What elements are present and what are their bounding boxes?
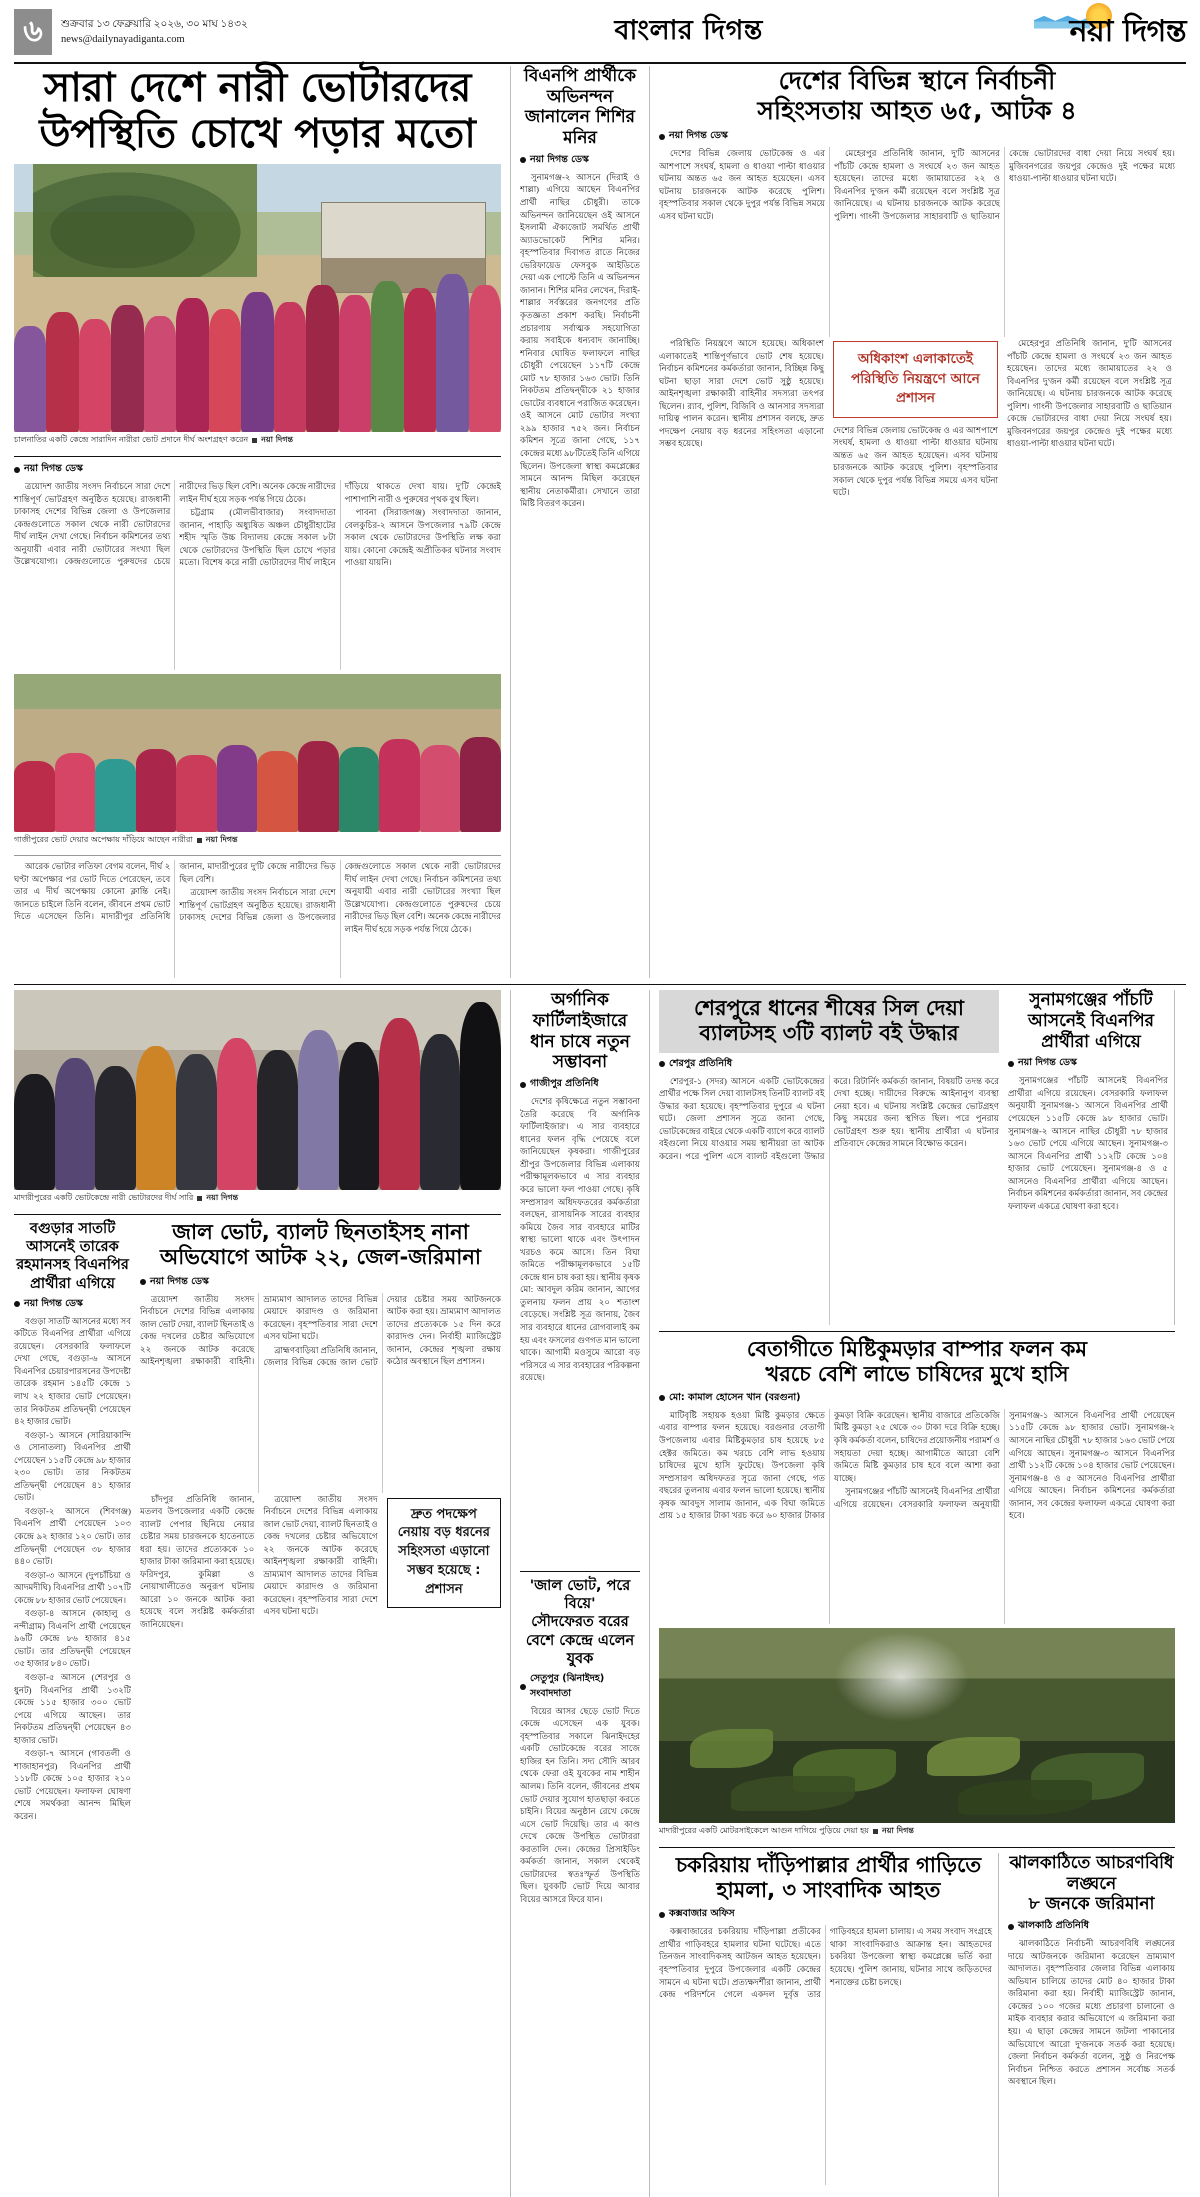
- jhalakathi-text: ঝালকাঠিতে নির্বাচনী আচরণবিধি লঙ্ঘনের দায়ে আটজনকে জরিমানা করেছেন ভ্রাম্যমাণ আদালত। বৃহস্পতিবার জেলার বিভিন্ন এলাকায় অভিযান চালিয়ে তাদের মোট ৪০ হাজার টাকা জরিমানা করা হয়। নির্বাহী ম্যাজিস্ট্রেট জানান, কেন্দ্রের ১০০ গজের মধ্যে প্রচারণা চালানো ও মাইক ব্যবহার করার অভিযোগে এ জরিমানা করা হয়। এ ছাড়া কেন্দ্রের সামনে জটলা পাকানোর অভিযোগে আরো দু'জনকে সতর্ক করা হয়েছে। জেলা নির্বাচন কর্মকর্তা বলেন, সুষ্ঠু ও নিরপেক্ষ নির্বাচন নিশ্চিত করতে প্রশাসন সর্বোচ্চ সতর্ক অবস্থানে ছিল।: [1008, 1938, 1175, 2087]
- bogura-headline: বগুড়ার সাতটি আসনেই তারেক রহমানসহ বিএনপির প্রার্থীরা এগিয়ে: [16, 1221, 129, 1292]
- organic-byline: [520, 1077, 640, 1092]
- masthead-left: [14, 9, 248, 55]
- pumpkin-byline-text: মো: কামাল হোসেন খান (বরগুনা): [669, 1391, 801, 1403]
- pumpkin-text: মাটিবৃষ্টি সহায়ক হওয়া মিষ্টি কুমড়ার ক্ষেতে এবার বাম্পার ফলন হয়েছে। বরগুনার বেতাগী উপজেলায় এবার মিষ্টিকুমড়ার চাষ হয়েছে ৮৫ হেক্টর জমিতে। কম খরচে বেশি লাভ হওয়ায় চাষিদের মুখে হাসি ফুটেছে। উপজেলা কৃষি সম্প্রসারণ অধিদফতর সূত্রে জানা গেছে, গত বছরের তুলনায় এবার ফলন ভালো হয়েছে। স্থানীয় কৃষক আবদুস সালাম জানান, এক বিঘা জমিতে প্রায় ১৫ হাজার টাকা খরচ করে ৬০ হাজার টাকার কুমড়া বিক্রি করেছেন। স্থানীয় বাজারে প্রতিকেজি মিষ্টি কুমড়া ২৫ থেকে ৩০ টাকা দরে বিক্রি হচ্ছে। কৃষি কর্মকর্তা বলেন, চাষিদের প্রয়োজনীয় পরামর্শ ও সহায়তা দেয়া হচ্ছে। আগামীতে আরো বেশি জমিতে মিষ্টি কুমড়ার চাষ হবে বলে আশা করা যাচ্ছে।: [659, 1409, 1000, 1521]
- madaripur-caption-credit: নয়া দিগন্ত: [206, 1193, 239, 1203]
- bogura-result-0: বগুড়া-১ আসনে (সারিয়াকান্দি ও সোনাতলা) বিএনপির প্রার্থী পেয়েছেন ১১৫টি কেন্দ্রে ৯৮ হাজার ২৩০ ভোট। তার নিকটতম প্রতিদ্বন্দ্বী পেয়েছেন ৪১ হাজার ভোট।: [14, 1429, 131, 1503]
- fakevote-quote-col: [387, 1493, 501, 1632]
- sherpur-body: [659, 1075, 999, 1325]
- bnp-byline-text: নয়া দিগন্ত ডেস্ক: [530, 153, 589, 165]
- bogura-byline: [14, 1297, 131, 1312]
- violence-byline: [659, 129, 1175, 144]
- jhalakathi-story: [1008, 1853, 1175, 2197]
- jhalakathi-headline-line1: ঝালকাঠিতে আচরণবিধি লঙ্ঘনে: [1009, 1852, 1174, 1894]
- brand-logo[interactable]: [1070, 7, 1186, 58]
- violence-headline-line1: দেশের বিভিন্ন স্থানে নির্বাচনী: [778, 66, 1056, 95]
- bullet-icon: [14, 467, 20, 473]
- fakevote-para-3: ত্রয়োদশ জাতীয় সংসদ নির্বাচনে দেশের বিভিন্ন এলাকায় জাল ভোট দেয়া, ব্যালট ছিনতাই ও কেন্দ্র দখলের চেষ্টার অভিযোগে ২২ জনকে আটক করেছে আইনশৃঙ্খলা রক্ষাকারী বাহিনী। ভ্রাম্যমাণ আদালত তাদের বিভিন্ন মেয়াদে কারাদণ্ড ও জরিমানা করেছেন। বৃহস্পতিবার সারা দেশে এসব ঘটনা ঘটে।: [263, 1493, 378, 1617]
- sunamganj-text: সুনামগঞ্জের পাঁচটি আসনেই বিএনপির প্রার্থীরা এগিয়ে রয়েছেন। বেসরকারি ফলাফল অনুযায়ী সুনামগঞ্জ-১ আসনে বিএনপির প্রার্থী পেয়েছেন ১১৫টি কেন্দ্রে ৯৮ হাজার ভোট। সুনামগঞ্জ-২ আসনে নাছির চৌধুরী ৭৮ হাজার ১৬৩ ভোট পেয়ে এগিয়ে আছেন। সুনামগঞ্জ-৩ আসনে বিএনপির প্রার্থী ১১২টি কেন্দ্রে ১০৪ হাজার ভোট পেয়েছেন। সুনামগঞ্জ-৪ ও ৫ আসনেও বিএনপির প্রার্থীরা এগিয়ে আছেন। নির্বাচন কমিশনের কর্মকর্তারা জানান, সব কেন্দ্রের ফলাফল একত্রে ঘোষণা করা হবে।: [1008, 1075, 1168, 1211]
- groom-byline-text: সেতুপুর (ঝিনাইদহ) সংবাদদাতা: [530, 1672, 605, 1699]
- fakevote-pullquote: দ্রুত পদক্ষেপ নেয়ায় বড় ধরনের সহিংসতা এড়ানো সম্ভব হয়েছে : প্রশাসন: [387, 1498, 501, 1608]
- bogura-result-1: বগুড়া-২ আসনে (শিবগঞ্জ) বিএনপি প্রার্থী পেয়েছেন ১০৩ কেন্দ্রে ৯২ হাজার ১২০ ভোট। তার প্রতিদ্বন্দ্বী পেয়েছেন ৩৮ হাজার ৪৪০ ভোট।: [14, 1505, 131, 1567]
- fakevote-headline-line2: অভিযোগে আটক ২২, জেল-জরিমানা: [160, 1245, 481, 1270]
- bottom-right-row: [659, 1853, 1175, 2197]
- brand-text: নয়া দিগন্ত: [1069, 13, 1186, 49]
- organic-headline: অর্গানিক ফার্টিলাইজারে ধান চাষে নতুন সম্ভাবনা: [530, 990, 630, 1073]
- lead-byline-text: নয়া দিগন্ত ডেস্ক: [24, 463, 83, 475]
- groom-headline-line1: 'জাল ভোট, পরে বিয়ে': [529, 1578, 631, 1613]
- pumpkin-body: [659, 1409, 1175, 1624]
- fakevote-para-2: চাঁদপুর প্রতিনিধি জানান, মতলব উপজেলার একটি কেন্দ্রে ব্যালট পেপার ছিনিয়ে নেয়ার চেষ্টার সময় চারজনকে হাতেনাতে ধরা হয়। তাদের প্রত্যেককে ১০ হাজার টাকা জরিমানা করা হয়েছে। ফরিদপুর, কুমিল্লা ও নোয়াখালীতেও অনুরূপ ঘটনায় আরো ১০ জনকে আটক করা হয়েছে বলে সংশ্লিষ্ট কর্মকর্তারা জানিয়েছেন।: [140, 1493, 255, 1630]
- masthead-rule: [14, 62, 1186, 64]
- bullet-icon: [659, 1912, 665, 1918]
- chakaria-text: কক্সবাজারের চকরিয়ায় দাঁড়িপাল্লা প্রতীকের প্রার্থীর গাড়িবহরে হামলার ঘটনা ঘটেছে। এতে তিনজন সাংবাদিকসহ আটজন আহত হয়েছেন। বৃহস্পতিবার দুপুরে উপজেলার একটি কেন্দ্রের সামনে এ ঘটনা ঘটে। প্রত্যক্ষদর্শীরা জানান, প্রার্থী কেন্দ্র পরিদর্শনে গেলে একদল দুর্বৃত্ত তার গাড়িবহরে হামলা চালায়। এ সময় সংবাদ সংগ্রহে থাকা সাংবাদিকরাও আক্রান্ত হন। আহতদের চকরিয়া উপজেলা স্বাস্থ্য কমপ্লেক্সে ভর্তি করা হয়েছে। পুলিশ জানায়, ঘটনার সাথে জড়িতদের শনাক্তের চেষ্টা চলছে।: [659, 1926, 992, 2000]
- violence-para-2: পরিস্থিতি নিয়ন্ত্রণে আসে হয়েছে। অধিকাংশ এলাকাতেই শান্তিপূর্ণভাবে ভোট শেষ হয়েছে। নির্বাচন কমিশনের কর্মকর্তারা জানান, বিচ্ছিন্ন কিছু ঘটনা ছাড়া সারা দেশে ভোট সুষ্ঠু হয়েছে। আইনশৃঙ্খলা রক্ষাকারী বাহিনীর সদস্যরা তৎপর ছিলেন। র‍্যাব, পুলিশ, বিজিবি ও আনসার সদস্যরা দায়িত্ব পালন করেন। স্থানীয় প্রশাসন বলছে, দ্রুত পদক্ষেপ নেয়ায় বড় ধরনের সহিংসতা এড়ানো সম্ভব হয়েছে।: [659, 338, 824, 449]
- bullet-icon: [140, 1279, 146, 1285]
- lead-para-3: আরেক ভোটার লতিফা বেগম বলেন, দীর্ঘ ২ ঘণ্টা অপেক্ষার পর ভোট দিতে পেরেছেন, তবে তার এ দীর্ঘ অপেক্ষায় কোনো ক্লান্তি নেই। জানতে চাইলে তিনি বলেন, জীবনে প্রথম ভোট দিতে এসেছেন তিনি। মাদারীপুর প্রতিনিধি জানান, মাদারীপুরের দু'টি কেন্দ্রে নারীদের ভিড় ছিল বেশি।: [14, 861, 336, 922]
- lead-para-1: চট্টগ্রাম (মৌলভীবাজার) সংবাদদাতা জানান, পাহাড়ি অধ্যুষিত অঞ্চল চৌধুরীহাটের শহীদ স্মৃতি উচ্চ বিদ্যালয় কেন্দ্রে সকাল ৮টা থেকে ভোটারদের উপস্থিতি ছিল চোখে পড়ার মতো। বিশেষ করে নারী ভোটারদের দীর্ঘ লাইনে দাঁড়িয়ে থাকতে দেখা যায়। দু'টি কেন্দ্রেই পাশাপাশি নারী ও পুরুষের পৃথক বুথ ছিল।: [179, 481, 501, 568]
- credit-square-icon: [873, 1829, 878, 1834]
- fakevote-headline-line1: জাল ভোট, ব্যালট ছিনতাইসহ নানা: [172, 1220, 469, 1245]
- pumpkin-byline: [659, 1391, 1175, 1406]
- sherpur-byline: [659, 1057, 999, 1072]
- bullet-icon: [520, 157, 526, 163]
- bogura-result-2: বগুড়া-৩ আসনে (দুপচাঁচিয়া ও আদমদীঘি) বিএনপির প্রার্থী ১০৭টি কেন্দ্রে ৮৮ হাজার ভোট পেয়েছেন।: [14, 1569, 131, 1605]
- madaripur-photo-caption: [14, 1190, 501, 1208]
- masthead-dateline: [61, 17, 248, 47]
- lead-caption-text: চালনাতির একটি কেন্দ্রে সারাদিন নারীরা ভোট প্রদানে দীর্ঘ অংশগ্রহণ করেন: [14, 435, 249, 445]
- organic-body: [520, 1095, 640, 1565]
- mid-middle: [520, 990, 650, 2197]
- organic-text: দেশের কৃষিক্ষেত্রে নতুন সম্ভাবনা তৈরি করেছে 'বি অর্গানিক ফার্টিলাইজার'। এ সার ব্যবহারে ধানের ফলন বৃদ্ধি পেয়েছে বলে জানিয়েছেন কৃষকরা। গাজীপুরের শ্রীপুর উপজেলার বিভিন্ন এলাকায় পরীক্ষামূলকভাবে এ সার ব্যবহার করে ভালো ফল পাওয়া গেছে। কৃষি সম্প্রসারণ অধিদফতরের কর্মকর্তারা বলছেন, রাসায়নিক সারের ব্যবহার কমিয়ে জৈব সার ব্যবহারে মাটির স্বাস্থ্য ভালো থাকে এবং উৎপাদন খরচও কমে আসে। তিন বিঘা জমিতে পরীক্ষামূলকভাবে ১৫টি কেন্দ্রে ধান চাষ করা হয়। স্থানীয় কৃষক মো: আবদুল করিম জানান, আগের তুলনায় ফলন প্রায় ২০ শতাংশ বেড়েছে। সংশ্লিষ্ট সূত্র জানায়, জৈব সার ব্যবহারে ধানের রোগবালাই কম হয় এবং ফসলের গুণগত মান ভালো থাকে। আগামী মওসুমে আরো বড় পরিসরে এ সার ব্যবহারের পরিকল্পনা রয়েছে।: [520, 1096, 640, 1383]
- sherpur-byline-text: শেরপুর প্রতিনিধি: [669, 1057, 733, 1069]
- section-title: বাংলার দিগন্ত: [614, 14, 763, 46]
- violence-story: [659, 66, 1175, 978]
- sunamganj-body: [1008, 1074, 1174, 1324]
- fakevote-byline-text: নয়া দিগন্ত ডেস্ক: [150, 1275, 209, 1287]
- sherpur-headline-box: [659, 990, 999, 1052]
- jhalakathi-byline-text: ঝালকাঠি প্রতিনিধি: [1018, 1920, 1089, 1932]
- bnp-body: [520, 171, 640, 601]
- bullet-icon: [1008, 1061, 1014, 1067]
- groom-body: [520, 1705, 640, 2035]
- bullet-icon: [520, 1684, 526, 1690]
- email-text[interactable]: news@dailynayadiganta.com: [61, 34, 185, 45]
- field-photo: [659, 1628, 1175, 1823]
- page-number-badge: ৬: [14, 9, 52, 55]
- credit-square-icon: [252, 438, 257, 443]
- pumpkin-headline-line2: খরচে বেশি লাভে চাষিদের মুখে হাসি: [765, 1361, 1069, 1386]
- sherpur-text: শেরপুর-১ (সদর) আসনে একটি ভোটকেন্দ্রের প্রার্থীর পক্ষে সিল দেয়া ব্যালটসহ তিনটি ব্যালট বই উদ্ধার করা হয়েছে। বৃহস্পতিবার দুপুরে এ ঘটনা ঘটে। জেলা প্রশাসন সূত্রে জানা গেছে, ভোটকেন্দ্রের বাইরে থেকে একটি ব্যাগে করে ব্যালট বইগুলো নিয়ে যাওয়ার সময় স্থানীয়রা তা আটক করেন। পরে পুলিশ এসে ব্যালট বইগুলো উদ্ধার করে। রিটার্নিং কর্মকর্তা জানান, বিষয়টি তদন্ত করে দেখা হচ্ছে। দায়ীদের বিরুদ্ধে আইনানুগ ব্যবস্থা নেয়া হবে। এ ঘটনায় সংশ্লিষ্ট কেন্দ্রের ভোটগ্রহণ কিছু সময়ের জন্য স্থগিত ছিল। পরে পুনরায় ভোটগ্রহণ শুরু হয়। স্থানীয় প্রার্থীরা এ ঘটনার প্রতিবাদে কেন্দ্রের সামনে বিক্ষোভ করেন।: [659, 1075, 999, 1161]
- fakevote-col-b: [263, 1493, 377, 1632]
- fakevote-byline: [140, 1275, 501, 1290]
- bnp-headline: বিএনপি প্রার্থীকে অভিনন্দন জানালেন শিশির মনির: [524, 66, 636, 149]
- sunamganj-byline: [1008, 1056, 1174, 1071]
- bullet-icon: [659, 1061, 665, 1067]
- sherpur-headline: শেরপুরে ধানের শীষের সিল দেয়া ব্যালটসহ ৩টি ব্যালট বই উদ্ধার: [694, 996, 964, 1046]
- groom-byline: [520, 1672, 640, 1702]
- jhalakathi-headline-line2: ৮ জনকে জরিমানা: [1028, 1894, 1155, 1915]
- lead-photo-caption: [14, 432, 501, 450]
- chakaria-headline-line1: চকরিয়ায় দাঁড়িপাল্লার প্রার্থীর গাড়িতে: [675, 1852, 982, 1877]
- bullet-icon: [659, 134, 665, 140]
- lead-para-4: ত্রয়োদশ জাতীয় সংসদ নির্বাচনে সারা দেশে শান্তিপূর্ণ ভোটগ্রহণ অনুষ্ঠিত হয়েছে। রাজধানী ঢাকাসহ দেশের বিভিন্ন জেলা ও উপজেলার কেন্দ্রগুলোতে সকাল থেকে নারী ভোটারদের দীর্ঘ লাইন দেখা গেছে। নির্বাচন কমিশনের তথ্য অনুযায়ী এবার নারী ভোটারের সংখ্যা ছিল উল্লেখযোগ্য। কেন্দ্রগুলোতে পুরুষদের চেয়ে নারীদের ভিড় ছিল বেশি। অনেক কেন্দ্রে নারীদের লাইন দীর্ঘ হয়ে সড়ক পর্যন্ত গিয়ে ঠেকে।: [179, 861, 501, 934]
- bogura-result-4: বগুড়া-৫ আসনে (শেরপুর ও ধুনট) বিএনপির প্রার্থী ১৩২টি কেন্দ্রে ১১৫ হাজার ৩০০ ভোট পেয়ে এগিয়ে আছেন। তার নিকটতম প্রতিদ্বন্দ্বী পেয়েছেন ৪৩ হাজার ভোট।: [14, 1672, 131, 1745]
- madaripur-caption-text: মাদারীপুরের একটি ভোটকেন্দ্রে নারী ভোটারদের দীর্ঘ সারি: [14, 1193, 194, 1203]
- fakevote-body: [140, 1293, 501, 1493]
- violence-lower: [659, 337, 1175, 499]
- bullet-icon: [14, 1301, 20, 1307]
- bnp-story: [520, 66, 650, 978]
- bullet-icon: [520, 1082, 526, 1088]
- bogura-result-3: বগুড়া-৪ আসনে (কাহালু ও নন্দীগ্রাম) বিএনপি প্রার্থী পেয়েছেন ৯৬টি কেন্দ্রে ৮৬ হাজার ৪১৫ ভোট। তার প্রতিদ্বন্দ্বী পেয়েছেন ৩৫ হাজার ৮৪০ ভোট।: [14, 1608, 131, 1669]
- fakevote-lower: [140, 1493, 501, 1632]
- lead-byline: [14, 462, 501, 477]
- bogura-result-5: বগুড়া-৭ আসনে (গাবতলী ও শাজাহানপুর) বিএনপির প্রার্থী ১১৮টি কেন্দ্রে ১০৫ হাজার ২১০ ভোট পেয়েছেন। ফলাফল ঘোষণা শেষে সমর্থকরা আনন্দ মিছিল করেন।: [14, 1748, 131, 1822]
- top-band: [14, 66, 1186, 978]
- mid-left: [14, 990, 511, 2197]
- fakevote-story: [140, 1220, 501, 1823]
- field-caption-text: মাদারীপুরের একটি মোটরসাইকেলে আগুন দাগিয়ে পুড়িয়ে দেয়া হয়: [659, 1825, 870, 1835]
- middle-band: [14, 990, 1186, 2197]
- sunamganj-byline-text: নয়া দিগন্ত ডেস্ক: [1018, 1057, 1077, 1069]
- queue-caption-text: গাজীপুরের ভোট দেয়ার অপেক্ষায় দাঁড়িয়ে আছেন নারীরা: [14, 835, 193, 845]
- credit-square-icon: [197, 838, 202, 843]
- masthead: [14, 0, 1186, 62]
- lead-para-0: ত্রয়োদশ জাতীয় সংসদ নির্বাচনে সারা দেশে শান্তিপূর্ণ ভোটগ্রহণ অনুষ্ঠিত হয়েছে। রাজধানী ঢাকাসহ দেশের বিভিন্ন জেলা ও উপজেলার কেন্দ্রগুলোতে সকাল থেকে নারী ভোটারদের দীর্ঘ লাইন দেখা গেছে। নির্বাচন কমিশনের তথ্য অনুযায়ী এবার নারী ভোটারের সংখ্যা ছিল উল্লেখযোগ্য। কেন্দ্রগুলোতে পুরুষদের চেয়ে নারীদের ভিড় ছিল বেশি। অনেক কেন্দ্রে নারীদের লাইন দীর্ঘ হয়ে সড়ক পর্যন্ত গিয়ে ঠেকে।: [14, 481, 336, 567]
- lead-caption-credit: নয়া দিগন্ত: [261, 435, 293, 445]
- chakaria-byline: [659, 1907, 998, 1922]
- madaripur-photo: [14, 990, 501, 1190]
- violence-pullquote: অধিকাংশ এলাকাতেই পরিস্থিতি নিয়ন্ত্রণে আনে প্রশাসন: [833, 341, 998, 418]
- jhalakathi-body: [1008, 1937, 1175, 2197]
- sunamganj-headline: সুনামগঞ্জের পাঁচটি আসনেই বিএনপির প্রার্থীরা এগিয়ে: [1028, 990, 1154, 1052]
- bogura-intro: বগুড়া সাতটি আসনের মধ্যে সব কটিতে বিএনপির প্রার্থীরা এগিয়ে রয়েছেন। বেসরকারি ফলাফলে দেখা গেছে, বগুড়া-৬ আসনে বিএনপির চেয়ারপারসনের উপদেষ্টা তারেক রহমান ১৪৫টি কেন্দ্রে ১ লাখ ২২ হাজার ভোট পেয়েছেন। তার নিকটতম প্রতিদ্বন্দ্বী পেয়েছেন ৪২ হাজার ভোট।: [14, 1315, 131, 1427]
- groom-text: বিয়ের আসর ছেড়ে ভোট দিতে কেন্দ্রে এসেছেন এক যুবক। বৃহস্পতিবার সকালে ঝিনাইদহের একটি ভোটকেন্দ্রে বরের সাজে হাজির হন তিনি। সদ্য সৌদি আরব থেকে ফেরা ওই যুবকের নাম শাহীন আলম। তিনি বলেন, জীবনের প্রথম ভোট দেয়ার সুযোগ হাতছাড়া করতে চাইনি। বিয়ের অনুষ্ঠান রেখে কেন্দ্রে এসে ভোট দিয়েছি। তার এ কাণ্ড দেখে কেন্দ্রে উপস্থিত ভোটাররা করতালি দেন। কেন্দ্রের প্রিসাইডিং কর্মকর্তা জানান, সকাল থেকেই ভোটারদের স্বতঃস্ফূর্ত উপস্থিতি ছিল। যুবকটি ভোট দিয়ে আবার বিয়ের আসরে ফিরে যান।: [520, 1705, 640, 1904]
- sunamganj-story: [1008, 990, 1175, 1324]
- pumpkin-headline-line1: বেতাগীতে মিষ্টিকুমড়ার বাম্পার ফলন কম: [746, 1336, 1088, 1361]
- bullet-icon: [659, 1395, 665, 1401]
- bullet-icon: [1008, 1924, 1014, 1930]
- chakaria-story: [659, 1853, 999, 2197]
- fakevote-para-0: ত্রয়োদশ জাতীয় সংসদ নির্বাচনে দেশের বিভিন্ন এলাকায় জাল ভোট দেয়া, ব্যালট ছিনতাই ও কেন্দ্র দখলের চেষ্টার অভিযোগে ২২ জনকে আটক করেছে আইনশৃঙ্খলা রক্ষাকারী বাহিনী। ভ্রাম্যমাণ আদালত তাদের বিভিন্ন মেয়াদে কারাদণ্ড ও জরিমানা করেছেন। বৃহস্পতিবার সারা দেশে এসব ঘটনা ঘটে।: [140, 1293, 378, 1367]
- lead-headline-line1: সারা দেশে নারী ভোটারদের: [43, 65, 472, 111]
- lead-headline-line2: উপস্থিতি চোখে পড়ার মতো: [39, 110, 476, 157]
- queue-photo-caption: [14, 832, 501, 850]
- fakevote-col-a: [140, 1493, 254, 1632]
- field-caption-credit: নয়া দিগন্ত: [882, 1825, 914, 1835]
- lead-body: [14, 480, 501, 670]
- organic-byline-text: গাজীপুর প্রতিনিধি: [530, 1078, 599, 1090]
- violence-pullquote-col: [833, 337, 998, 499]
- queue-caption-credit: নয়া দিগন্ত: [205, 835, 238, 845]
- violence-col-a: [659, 337, 824, 499]
- lead-story: [14, 66, 511, 978]
- mid-left-split: [14, 1220, 501, 1823]
- chakaria-byline-text: কক্সবাজার অফিস: [669, 1908, 735, 1920]
- fakevote-para-1: ব্রাহ্মণবাড়িয়া প্রতিনিধি জানান, জেলার বিভিন্ন কেন্দ্রে জাল ভোট দেয়ার চেষ্টার সময় আটজনকে আটক করা হয়। ভ্রাম্যমাণ আদালত তাদের প্রত্যেককে ১৫ দিন করে কারাদণ্ড দেন। নির্বাহী ম্যাজিস্ট্রেট জানান, কেন্দ্রের শৃঙ্খলা রক্ষায় কঠোর অবস্থানে ছিল প্রশাসন।: [263, 1293, 501, 1368]
- sherpur-sunamganj-row: [659, 990, 1175, 1324]
- lead-photo-2: [14, 674, 501, 832]
- violence-para-3: দেশের বিভিন্ন জেলায় ভোটকেন্দ্র ও এর আশপাশে সংঘর্ষ, হামলা ও ধাওয়া পাল্টা ধাওয়ার ঘটনায় অন্তত ৬৫ জন আহত হয়েছেন। এসব ঘটনায় চারজনকে আটক করেছে পুলিশ। বৃহস্পতিবার সকাল থেকে দুপুর পর্যন্ত বিভিন্ন সময়ে এসব ঘটনা ঘটে।: [833, 424, 998, 498]
- lead-photo: [14, 164, 501, 432]
- pumpkin-text-2: সুনামগঞ্জের পাঁচটি আসনেই বিএনপির প্রার্থীরা এগিয়ে রয়েছেন। বেসরকারি ফলাফল অনুযায়ী সুনামগঞ্জ-১ আসনে বিএনপির প্রার্থী পেয়েছেন ১১৫টি কেন্দ্রে ৯৮ হাজার ভোট। সুনামগঞ্জ-২ আসনে নাছির চৌধুরী ৭৮ হাজার ১৬৩ ভোট পেয়ে এগিয়ে আছেন। সুনামগঞ্জ-৩ আসনে বিএনপির প্রার্থী ১১২টি কেন্দ্রে ১০৪ হাজার ভোট পেয়েছেন। সুনামগঞ্জ-৪ ও ৫ আসনেও বিএনপির প্রার্থীরা এগিয়ে আছেন। নির্বাচন কমিশনের কর্মকর্তারা জানান, সব কেন্দ্রের ফলাফল একত্রে ঘোষণা করা হবে।: [834, 1409, 1175, 1521]
- violence-byline-text: নয়া দিগন্ত ডেস্ক: [669, 130, 728, 141]
- date-text: শুক্রবার ১৩ ফেব্রুয়ারি ২০২৬, ৩০ মাঘ ১৪৩২: [61, 18, 248, 30]
- pumpkin-story: [659, 1337, 1175, 1848]
- credit-square-icon: [197, 1196, 202, 1201]
- bnp-text: সুনামগঞ্জ-২ আসনে (দিরাই ও শাল্লা) এগিয়ে আছেন বিএনপির প্রার্থী নাছির চৌধুরী। তাকে অভিনন্দন জানিয়েছেন ওই আসনে ইসলামী ঐক্যজোট সমর্থিত প্রার্থী অ্যাডভোকেট শিশির মনির। বৃহস্পতিবার দিবাগত রাতে নিজের ভেরিফায়েড ফেসবুক আইডিতে দেয়া এক পোস্টে তিনি এ অভিনন্দন জানান। শিশির মনির লেখেন, দিরাই-শাল্লার সর্বস্তরের জনগণের প্রতি কৃতজ্ঞতা প্রকাশ করছি। নির্বাচনী প্রচারণায় সর্বাত্মক সহযোগিতা করায় সবাইকে ধন্যবাদ জানাচ্ছি। শনিবার ঘোষিত ফলাফলে নাছির চৌধুরী পেয়েছেন ১১৭টি কেন্দ্রে মোট ৭৮ হাজার ১৬৩ ভোট। তিনি নিকটতম প্রতিদ্বন্দ্বীকে ২১ হাজার ভোটের ব্যবধানে পরাজিত করেছেন। ওই আসনে মোট ভোটার সংখ্যা ২৯৯ হাজার ৭৫২ জন। নির্বাচন কমিশন সূত্রে জানা গেছে, ১১৭ কেন্দ্রের মধ্যে ৯৮টিতেই তিনি এগিয়ে ছিলেন। উপজেলা স্বাস্থ্য কমপ্লেক্সের সামনে আনন্দ মিছিল করেছেন স্থানীয় নেতাকর্মীরা। সেখানে তারা মিষ্টি বিতরণ করেন।: [520, 171, 640, 509]
- bogura-byline-text: নয়া দিগন্ত ডেস্ক: [24, 1297, 83, 1309]
- chakaria-headline-line2: হামলা, ৩ সাংবাদিক আহত: [716, 1878, 941, 1903]
- bogura-body: [14, 1315, 131, 1823]
- violence-body-top: [659, 147, 1175, 337]
- violence-col-c: [1007, 337, 1172, 499]
- lead-para-2: পাবনা (সিরাজগঞ্জ) সংবাদদাতা জানান, বেলকুচির-২ আসনে উপজেলার ৭৯টি কেন্দ্রে সকাল থেকে ভোটারদের উপস্থিতি লক্ষ করা যায়। কোনো কেন্দ্রেই অপ্রীতিকর ঘটনার সংবাদ পাওয়া যায়নি।: [344, 507, 501, 568]
- violence-headline-line2: সহিংসতায় আহত ৬৫, আটক ৪: [757, 95, 1077, 125]
- lead-body-2: [14, 860, 501, 978]
- bnp-byline: [520, 153, 640, 168]
- chakaria-body: [659, 1925, 998, 2185]
- sherpur-story: [659, 990, 999, 1324]
- mid-right: [659, 990, 1175, 2197]
- field-photo-caption: [659, 1823, 1175, 1841]
- bogura-story: [14, 1220, 131, 1823]
- violence-para-4: মেহেরপুর প্রতিনিধি জানান, দু'টি আসনের পাঁচটি কেন্দ্রে হামলা ও সংঘর্ষে ২৩ জন আহত হয়েছেন। তাদের মধ্যে জামায়াতের ২২ ও বিএনপির দু'জন কর্মী রয়েছেন বলে সংশ্লিষ্ট সূত্র জানিয়েছে। এ ঘটনায় চারজনকে আটক করেছে পুলিশ। গাংনী উপজেলার সাহারবাটি ও ছাতিয়ান কেন্দ্রে ভোটারদের বাধা দেয়া নিয়ে সংঘর্ষ হয়। মুজিবনগরের জয়পুর কেন্দ্রেও দুই পক্ষের মধ্যে ধাওয়া-পাল্টা ধাওয়ার ঘটনা ঘটে।: [1007, 338, 1172, 449]
- violence-para-0: দেশের বিভিন্ন জেলায় ভোটকেন্দ্র ও এর আশপাশে সংঘর্ষ, হামলা ও ধাওয়া পাল্টা ধাওয়ার ঘটনায় অন্তত ৬৫ জন আহত হয়েছেন। এসব ঘটনায় চারজনকে আটক করেছে পুলিশ। বৃহস্পতিবার সকাল থেকে দুপুর পর্যন্ত বিভিন্ন সময়ে এসব ঘটনা ঘটে।: [659, 148, 825, 221]
- groom-headline-line2: সৌদফেরত বরের বেশে কেন্দ্রে এলেন যুবক: [525, 1614, 635, 1667]
- jhalakathi-byline: [1008, 1919, 1175, 1934]
- violence-para-1: মেহেরপুর প্রতিনিধি জানান, দু'টি আসনের পাঁচটি কেন্দ্রে হামলা ও সংঘর্ষে ২৩ জন আহত হয়েছেন। তাদের মধ্যে জামায়াতের ২২ ও বিএনপির দু'জন কর্মী রয়েছেন বলে সংশ্লিষ্ট সূত্র জানিয়েছে। এ ঘটনায় চারজনকে আটক করেছে পুলিশ। গাংনী উপজেলার সাহারবাটি ও ছাতিয়ান কেন্দ্রে ভোটারদের বাধা দেয়া নিয়ে সংঘর্ষ হয়। মুজিবনগরের জয়পুর কেন্দ্রেও দুই পক্ষের মধ্যে ধাওয়া-পাল্টা ধাওয়ার ঘটনা ঘটে।: [834, 148, 1175, 221]
